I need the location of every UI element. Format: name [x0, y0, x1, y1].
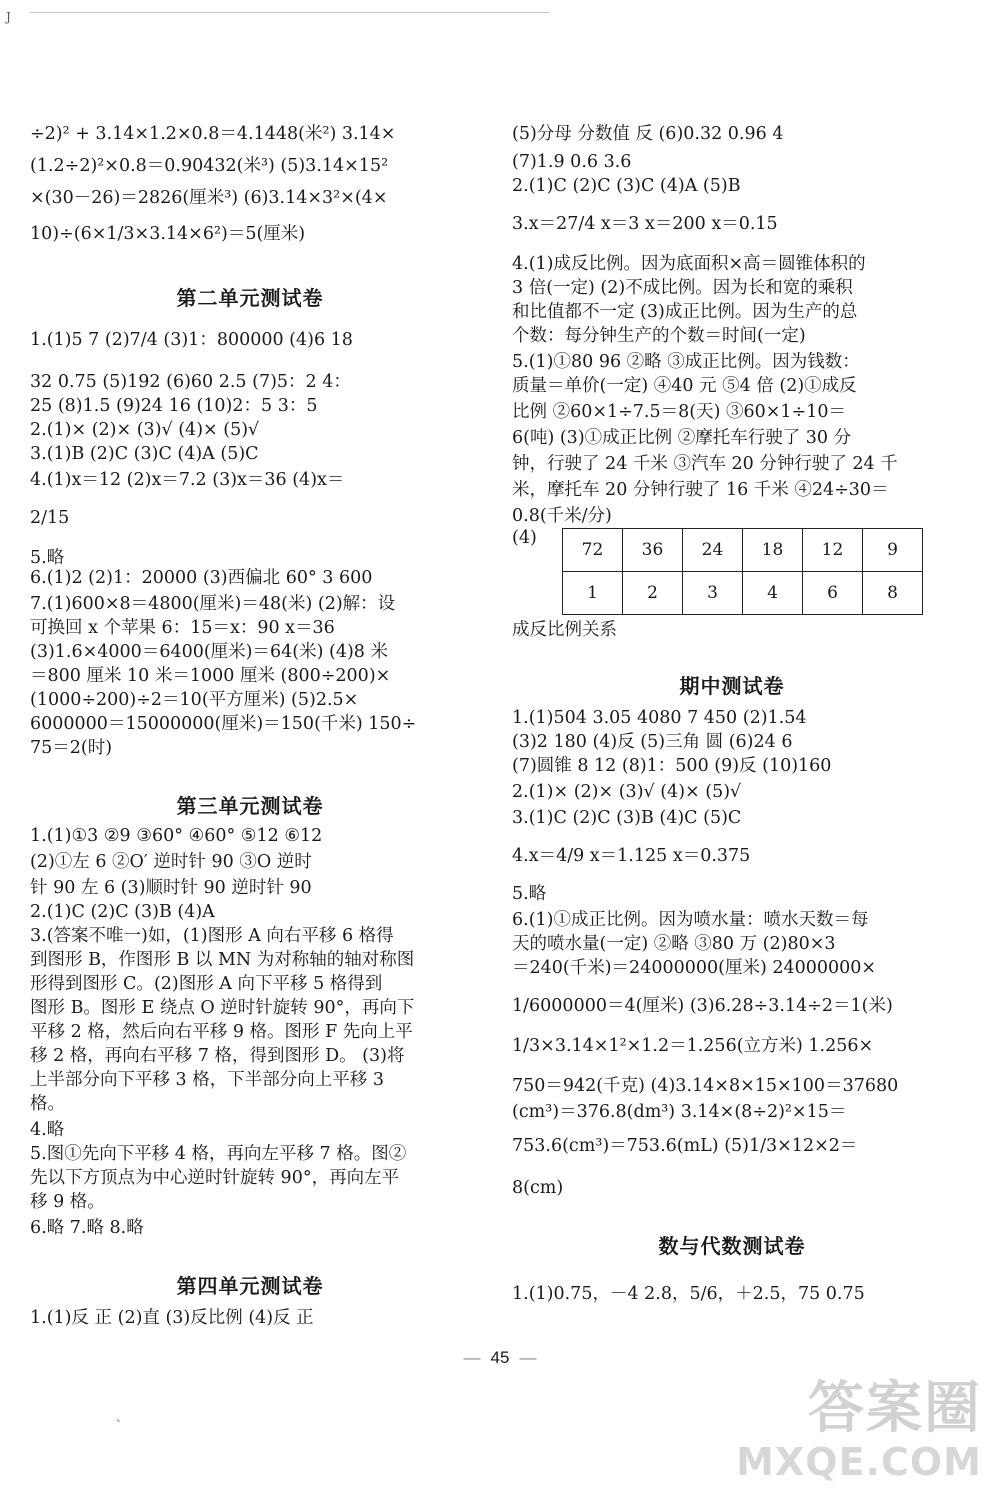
- section-heading: 数与代数测试卷: [658, 1234, 806, 1258]
- text-line: 1.(1)反 正 (2)直 (3)反比例 (4)反 正: [30, 1308, 314, 1328]
- text-line: 2.(1)C (2)C (3)B (4)A: [30, 902, 215, 922]
- text-line: ÷2)² + 3.14×1.2×0.8＝4.1448(米²) 3.14×: [30, 124, 396, 144]
- text-line: (1.2÷2)²×0.8＝0.90432(米³) (5)3.14×15²: [30, 156, 389, 176]
- text-line: 3 倍(一定) (2)不成比例。因为长和宽的乘积: [512, 278, 853, 298]
- text-line: 10)÷(6×1/3×3.14×6²)＝5(厘米): [30, 224, 306, 244]
- text-line: 2.(1)C (2)C (3)C (4)A (5)B: [512, 176, 741, 196]
- text-line: 钟，行驶了 24 千米 ③汽车 20 分钟行驶了 24 千: [512, 454, 898, 474]
- text-line: 图形 B。图形 E 绕点 O 逆时针旋转 90°，再向下: [30, 998, 415, 1018]
- text-line: 先以下方顶点为中心逆时针旋转 90°，再向左平: [30, 1168, 400, 1188]
- table-cell: 3: [683, 572, 743, 615]
- text-line: 4.(1)x＝12 (2)x＝7.2 (3)x＝36 (4)x＝: [30, 470, 345, 490]
- section-heading: 第四单元测试卷: [176, 1274, 324, 1298]
- table-cell: 36: [623, 529, 683, 572]
- text-line: (1000÷200)÷2＝10(平方厘米) (5)2.5×: [30, 690, 359, 710]
- text-line: 1.(1)0.75，－4 2.8，5/6，＋2.5，75 0.75: [512, 1284, 865, 1304]
- text-line: (7)圆锥 8 12 (8)1：500 (9)反 (10)160: [512, 756, 832, 776]
- section-heading: 第二单元测试卷: [176, 286, 324, 310]
- text-line: 平移 2 格，然后向右平移 9 格。图形 F 先向上平: [30, 1022, 413, 1042]
- text-line: 1.(1)①3 ②9 ③60° ④60° ⑤12 ⑥12: [30, 826, 323, 846]
- text-line: 1/6000000＝4(厘米) (3)6.28÷3.14÷2＝1(米): [512, 996, 893, 1016]
- text-line: 1.(1)504 3.05 4080 7 450 (2)1.54: [512, 708, 807, 728]
- text-line: 6000000＝15000000(厘米)＝150(千米) 150÷: [30, 714, 417, 734]
- text-line: 0.8(千米/分): [512, 506, 612, 526]
- text-line: 8(cm): [512, 1178, 564, 1198]
- text-line: 6.(1)①成正比例。因为喷水量：喷水天数＝每: [512, 910, 869, 930]
- text-line: 到图形 B，作图形 B 以 MN 为对称轴的轴对称图: [30, 950, 415, 970]
- text-line: (7)1.9 0.6 3.6: [512, 152, 632, 172]
- table-row: [563, 572, 923, 615]
- text-line: 质量＝单价(一定) ④40 元 ⑤4 倍 (2)①成反: [512, 376, 857, 396]
- watermark-site: MXQE.COM: [736, 1440, 982, 1484]
- text-line: 4.x＝4/9 x＝1.125 x＝0.375: [512, 846, 751, 866]
- text-line: 32 0.75 (5)192 (6)60 2.5 (7)5：2 4：: [30, 372, 351, 392]
- table-row: [563, 529, 923, 572]
- text-line: 针 90 左 6 (3)顺时针 90 逆时针 90: [30, 878, 312, 898]
- table-cell: 9: [863, 529, 923, 572]
- text-line: 4.略: [30, 1120, 65, 1140]
- page-number-value: 45: [490, 1348, 510, 1367]
- text-line: 3.(1)C (2)C (3)B (4)C (5)C: [512, 808, 742, 828]
- text-line: ＝240(千米)＝24000000(厘米) 24000000×: [512, 958, 877, 978]
- text-line: 25 (8)1.5 (9)24 16 (10)2：5 3：5: [30, 396, 318, 416]
- text-line: (5)分母 分数值 反 (6)0.32 0.96 4: [512, 124, 784, 144]
- text-line: 2/15: [30, 508, 70, 528]
- text-line: (cm³)＝376.8(dm³) 3.14×(8÷2)²×15＝: [512, 1102, 847, 1122]
- section-heading: 期中测试卷: [679, 674, 785, 698]
- corner-mark: J: [6, 10, 11, 24]
- top-rule: [30, 12, 550, 13]
- text-line: 6.(1)2 (2)1：20000 (3)西偏北 60° 3 600: [30, 568, 373, 588]
- table-cell: 1: [563, 572, 623, 615]
- text-line: 米，摩托车 20 分钟行驶了 16 千米 ④24÷30＝: [512, 480, 889, 500]
- text-line: 形得到图形 C。(2)图形 A 向下平移 5 格得到: [30, 974, 383, 994]
- text-line: ＝800 厘米 10 米＝1000 厘米 (800÷200)×: [30, 666, 391, 686]
- text-line: 750＝942(千克) (4)3.14×8×15×100＝37680: [512, 1076, 899, 1096]
- text-line: 比例 ②60×1÷7.5＝8(天) ③60×1÷10＝: [512, 402, 846, 422]
- table-cell: 4: [743, 572, 803, 615]
- table-cell: 18: [743, 529, 803, 572]
- text-line: 1/3×3.14×1²×1.2＝1.256(立方米) 1.256×: [512, 1036, 874, 1056]
- text-line: 3.(答案不唯一)如，(1)图形 A 向右平移 6 格得: [30, 926, 394, 946]
- table-cell: 8: [863, 572, 923, 615]
- text-line: 3.(1)B (2)C (3)C (4)A (5)C: [30, 444, 259, 464]
- text-line: 4.(1)成反比例。因为底面积×高＝圆锥体积的: [512, 254, 866, 274]
- text-line: 2.(1)× (2)× (3)√ (4)× (5)√: [30, 420, 260, 440]
- text-line: 5.略: [30, 548, 65, 568]
- table-label: (4): [512, 528, 537, 548]
- watermark-title: 答案圈: [808, 1376, 982, 1441]
- text-line: ×(30－26)＝2826(厘米³) (6)3.14×3²×(4×: [30, 188, 388, 208]
- text-line: (3)2 180 (4)反 (5)三角 圆 (6)24 6: [512, 732, 793, 752]
- text-line: 1.(1)5 7 (2)7/4 (3)1：800000 (4)6 18: [30, 330, 353, 350]
- text-line: 移 2 格，再向右平移 7 格，得到图形 D。 (3)将: [30, 1046, 405, 1066]
- text-line: 和比值都不一定 (3)成正比例。因为生产的总: [512, 302, 858, 322]
- text-line: 移 9 格。: [30, 1192, 105, 1212]
- text-line: 75＝2(时): [30, 738, 113, 758]
- text-line: (3)1.6×4000＝6400(厘米)＝64(米) (4)8 米: [30, 642, 388, 662]
- text-line: 6.略 7.略 8.略: [30, 1218, 144, 1238]
- text-line: 7.(1)600×8＝4800(厘米)＝48(米) (2)解：设: [30, 594, 396, 614]
- table-cell: 72: [563, 529, 623, 572]
- text-line: 753.6(cm³)＝753.6(mL) (5)1/3×12×2＝: [512, 1136, 858, 1156]
- text-line: 3.x＝27/4 x＝3 x＝200 x＝0.15: [512, 214, 778, 234]
- table-cell: 12: [803, 529, 863, 572]
- text-line: 5.略: [512, 884, 547, 904]
- page-number: — 45 —: [463, 1348, 537, 1367]
- text-line: 个数：每分钟生产的个数＝时间(一定): [512, 326, 806, 346]
- text-line: 格。: [30, 1094, 65, 1114]
- table-cell: 6: [803, 572, 863, 615]
- watermark-logo: [722, 1354, 982, 1484]
- text-line: 5.(1)①80 96 ②略 ③成正比例。因为钱数：: [512, 352, 860, 372]
- text-line: 天的喷水量(一定) ②略 ③80 万 (2)80×3: [512, 934, 836, 954]
- text-line: 6(吨) (3)①成正比例 ②摩托车行驶了 30 分: [512, 428, 852, 448]
- text-line: 可换回 x 个苹果 6：15＝x：90 x＝36: [30, 618, 335, 638]
- ratio-table-block: [512, 528, 952, 618]
- table-cell: 24: [683, 529, 743, 572]
- section-heading: 第三单元测试卷: [176, 794, 324, 818]
- stray-mark: 、: [116, 1410, 129, 1424]
- text-line: 上半部分向下平移 3 格，下半部分向上平移 3: [30, 1070, 384, 1090]
- text-line: 成反比例关系: [512, 620, 617, 640]
- text-line: (2)①左 6 ②O′ 逆时针 90 ③O 逆时: [30, 852, 312, 872]
- text-line: 2.(1)× (2)× (3)√ (4)× (5)√: [512, 782, 742, 802]
- text-line: 5.图①先向下平移 4 格，再向左平移 7 格。图②: [30, 1144, 407, 1164]
- table-cell: 2: [623, 572, 683, 615]
- ratio-table: [562, 528, 923, 615]
